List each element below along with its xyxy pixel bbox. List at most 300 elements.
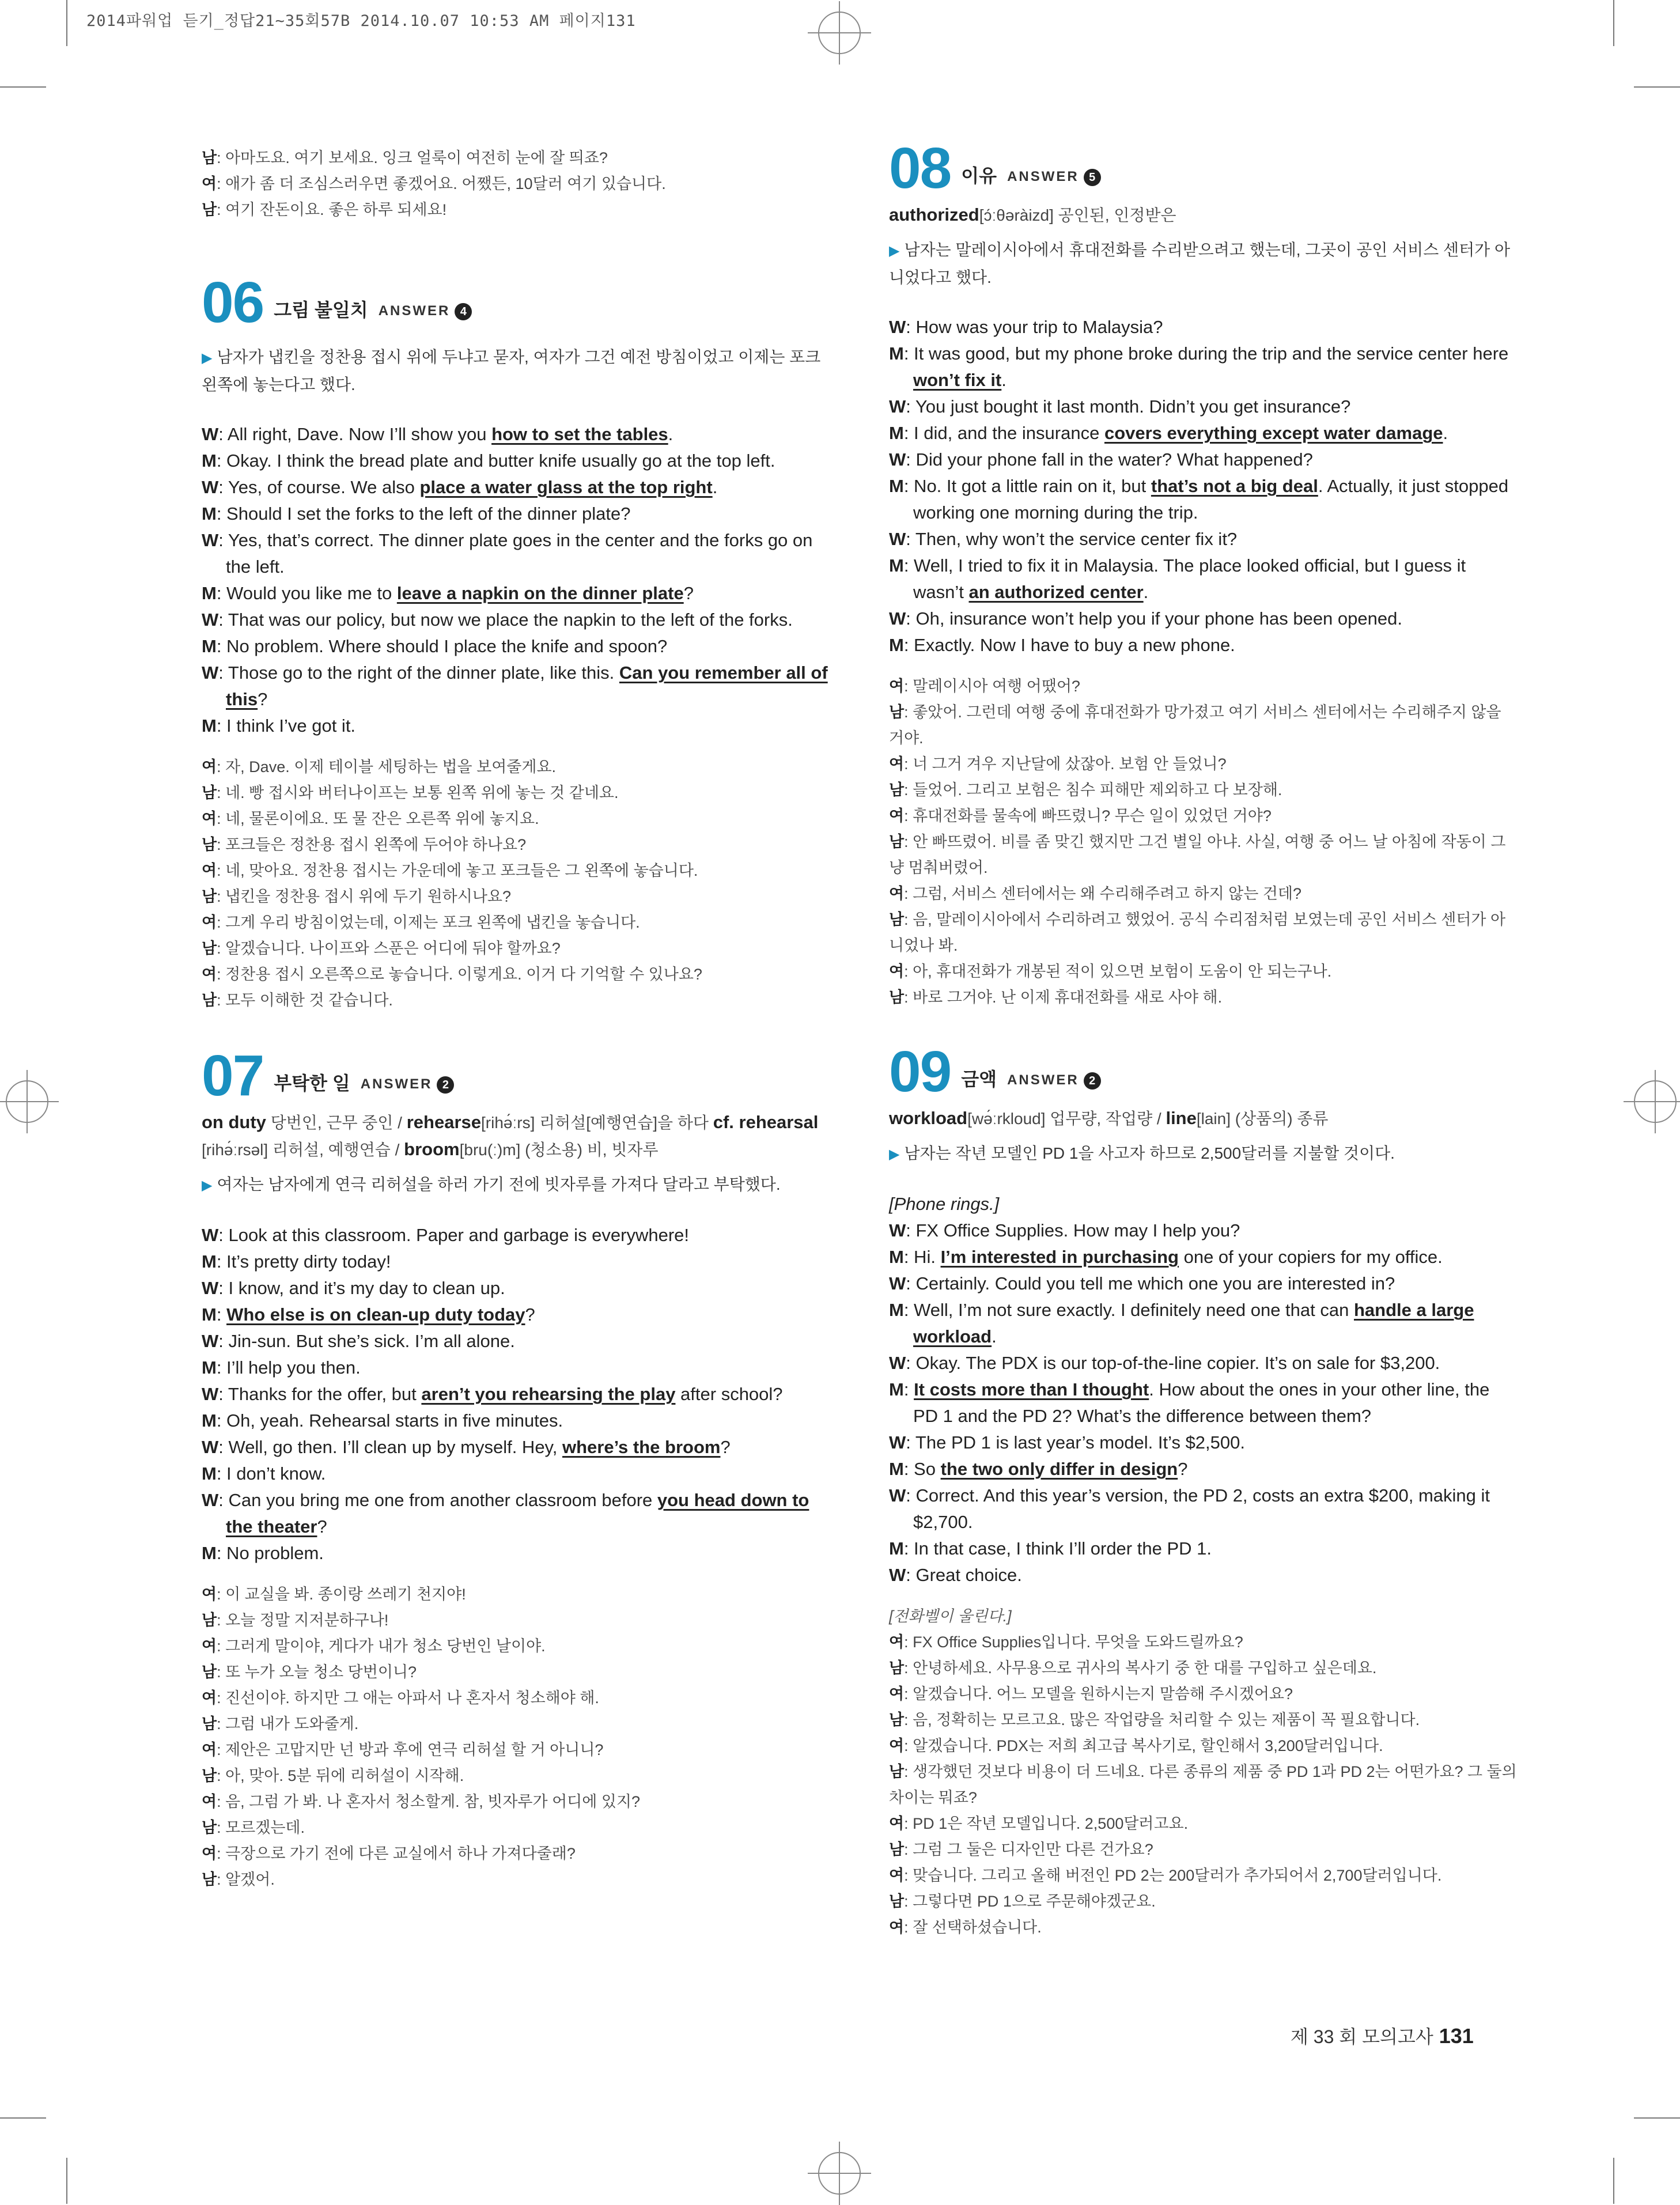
- dialogue-text: : Those go to the right of the dinner plate, like this.: [218, 663, 619, 683]
- speaker-label: 남: [889, 1841, 905, 1858]
- speaker-label: 여: [889, 1737, 905, 1754]
- section-08-header: [889, 136, 1517, 201]
- dialogue-line: [889, 1429, 1517, 1456]
- translation-line: [202, 1841, 830, 1867]
- answer-explanation: ▶ 남자는 작년 모델인 PD 1을 사고자 하므로 2,500달러를 지불할 것이다.: [889, 1144, 1395, 1162]
- dialogue-line: [202, 607, 830, 633]
- speaker-label: M: [889, 635, 904, 655]
- dialogue-line: [889, 420, 1517, 447]
- speaker-label: W: [202, 1384, 219, 1404]
- translation-line: [202, 1789, 830, 1815]
- speaker-label: W: [889, 1485, 906, 1506]
- speaker-label: 남: [889, 1659, 905, 1677]
- dialogue-text: : Oh, insurance won’t help you if your phone has been opened.: [906, 608, 1402, 629]
- speaker-label: 여: [202, 1741, 217, 1758]
- translation-text: : 좋았어. 그런데 여행 중에 휴대전화가 망가졌고 여기 서비스 센터에서는 수리해주지 않을 거야.: [889, 704, 1501, 747]
- translation-text: : 알겠습니다. PDX는 저희 최고급 복사기로, 할인해서 3,200달러입니다.: [904, 1737, 1383, 1754]
- dialogue-text: : FX Office Supplies. How may I help you?: [906, 1220, 1240, 1240]
- key-phrase: Who else is on clean-up duty today: [226, 1304, 525, 1325]
- translation-line: [889, 881, 1517, 907]
- answer-number-badge: 2: [1084, 1072, 1101, 1090]
- translation-line: [889, 985, 1517, 1011]
- speaker-label: 남: [202, 201, 217, 218]
- speaker-label: W: [889, 317, 906, 337]
- speaker-label: M: [889, 476, 904, 496]
- dialogue-line: [202, 1434, 830, 1461]
- dialogue-line: [889, 1350, 1517, 1376]
- speaker-label: M: [202, 1543, 217, 1563]
- translation-text: : 맞습니다. 그리고 올해 버전인 PD 2는 200달러가 추가되어서 2,700달러입니다.: [904, 1867, 1442, 1884]
- dialogue-text: : I know, and it’s my day to clean up.: [218, 1278, 505, 1298]
- speaker-label: 여: [202, 1637, 217, 1655]
- speaker-label: 남: [889, 989, 905, 1006]
- dialogue-text: : Oh, yeah. Rehearsal starts in five minutes.: [216, 1410, 563, 1431]
- translation-line: [202, 1815, 830, 1841]
- translation-text: : 오늘 정말 지저분하구나!: [217, 1612, 389, 1629]
- speaker-label: M: [889, 1379, 904, 1400]
- dialogue-text: : Then, why won’t the service center fix it?: [906, 529, 1238, 549]
- speaker-label: 남: [889, 911, 905, 928]
- translation-line: [202, 197, 830, 223]
- dialogue-line: [889, 447, 1517, 473]
- key-phrase: handle a large workload: [913, 1300, 1474, 1347]
- speaker-label: W: [202, 530, 219, 550]
- dialogue-line: [889, 1217, 1517, 1244]
- translation-line: [202, 962, 830, 988]
- translation-text: : 들었어. 그리고 보험은 침수 피해만 제외하고 다 보장해.: [904, 781, 1282, 799]
- page-number: 131: [1439, 2024, 1474, 2048]
- translation-text: : 그럼, 서비스 센터에서는 왜 수리해주려고 하지 않는 건데?: [904, 885, 1302, 902]
- key-phrase: I’m interested in purchasing: [940, 1247, 1179, 1267]
- speaker-label: M: [202, 583, 217, 603]
- vocab-word: broom: [404, 1139, 460, 1159]
- question-type: 금액: [961, 1069, 997, 1090]
- translation-text: : 너 그거 겨우 지난달에 샀잖아. 보험 안 들었니?: [904, 755, 1227, 773]
- translation-line: [889, 699, 1517, 751]
- translation-text: : 그렇다면 PD 1으로 주문해야겠군요.: [904, 1893, 1156, 1910]
- speaker-label: 여: [202, 1845, 217, 1862]
- translation-text: : 자, Dave. 이제 테이블 세팅하는 법을 보여줄게요.: [217, 758, 557, 776]
- dialogue-text: : How was your trip to Malaysia?: [906, 317, 1163, 337]
- key-phrase: aren’t you rehearsing the play: [421, 1384, 676, 1404]
- dialogue-text: ?: [525, 1304, 535, 1325]
- registration-mark: [1634, 1080, 1677, 1123]
- translation-line: [889, 907, 1517, 959]
- speaker-label: 남: [202, 992, 217, 1009]
- dialogue-text: .: [668, 424, 673, 444]
- speaker-label: 여: [202, 758, 217, 776]
- dialogue-text: .: [1143, 582, 1149, 602]
- speaker-label: 남: [202, 1871, 217, 1888]
- dialogue-line: [202, 580, 830, 607]
- translation-line: [889, 1759, 1517, 1811]
- translation-text: : 바로 그거야. 난 이제 휴대전화를 새로 사야 해.: [904, 989, 1223, 1006]
- translation-text: : 안 빠뜨렸어. 비를 좀 맞긴 했지만 그건 별일 아냐. 사실, 여행 중 어느 날 아침에 작동이 그냥 멈춰버렸어.: [889, 833, 1506, 876]
- crop-mark: [1613, 0, 1614, 46]
- vocabulary-line: [889, 1105, 1517, 1132]
- registration-mark: [818, 2152, 861, 2195]
- speaker-label: 여: [889, 755, 905, 773]
- dialogue-line: [202, 1461, 830, 1487]
- dialogue-text: : Well, I tried to fix it in Malaysia. The place looked official, but I guess it wasn’t: [903, 555, 1466, 602]
- speaker-label: M: [889, 555, 904, 576]
- page-footer: [1291, 2022, 1474, 2049]
- speaker-label: M: [202, 1463, 217, 1484]
- vocab-word: cf. rehearsal: [713, 1112, 819, 1132]
- section-09-dialogue: [889, 1217, 1517, 1588]
- answer-number-badge: 4: [455, 303, 472, 320]
- dialogue-text: : Look at this classroom. Paper and garbage is everywhere!: [218, 1225, 690, 1245]
- dialogue-line: [889, 1456, 1517, 1482]
- dialogue-line: [889, 394, 1517, 420]
- dialogue-text: : Hi.: [903, 1247, 941, 1267]
- dialogue-text: : All right, Dave. Now I’ll show you: [218, 424, 492, 444]
- dialogue-line: [202, 1328, 830, 1355]
- translation-line: [889, 674, 1517, 699]
- speaker-label: W: [202, 1225, 219, 1245]
- translation-line: [202, 1711, 830, 1737]
- speaker-label: 남: [202, 1663, 217, 1681]
- dialogue-line: [202, 1487, 830, 1540]
- key-phrase: covers everything except water damage: [1104, 423, 1443, 443]
- dialogue-text: : So: [903, 1459, 941, 1479]
- key-phrase: place a water glass at the top right: [419, 477, 713, 497]
- dialogue-text: one of your copiers for my office.: [1178, 1247, 1443, 1267]
- question-type: 부탁한 일: [274, 1073, 350, 1094]
- vocabulary-line: [202, 1136, 830, 1163]
- dialogue-text: ?: [1178, 1459, 1188, 1479]
- translation-text: : 애가 좀 더 조심스러우면 좋겠어요. 어쨌든, 10달러 여기 있습니다.: [217, 175, 666, 192]
- question-number: 09: [889, 1039, 951, 1104]
- translation-text: : 네, 물론이에요. 또 물 잔은 오른쪽 위에 놓지요.: [217, 810, 539, 827]
- speaker-label: M: [202, 451, 217, 471]
- dialogue-text: : It was good, but my phone broke during the trip and the service center here: [903, 343, 1509, 364]
- key-phrase: where’s the broom: [562, 1437, 721, 1457]
- speaker-label: W: [202, 1331, 219, 1351]
- vocab-definition: [rihə́ːrs] 리허설[예행연습]을 하다: [481, 1114, 713, 1132]
- translation-text: : 이 교실을 봐. 종이랑 쓰레기 천지야!: [217, 1586, 466, 1603]
- translation-line: [202, 1582, 830, 1608]
- translation-text: : 네, 맞아요. 정찬용 접시는 가운데에 놓고 포크들은 그 왼쪽에 놓습니다.: [217, 862, 698, 879]
- dialogue-text: :: [216, 1304, 227, 1325]
- dialogue-text: ?: [720, 1437, 731, 1457]
- speaker-label: 남: [202, 784, 217, 801]
- speaker-label: 여: [889, 1815, 905, 1832]
- dialogue-line: [202, 527, 830, 580]
- dialogue-text: : In that case, I think I’ll order the PD 1.: [903, 1538, 1212, 1559]
- crop-mark: [1634, 86, 1680, 88]
- speaker-label: 여: [889, 1685, 905, 1703]
- dialogue-text: .: [1001, 370, 1007, 390]
- translation-line: [202, 858, 830, 884]
- translation-line: [202, 1633, 830, 1659]
- triangle-icon: ▶: [889, 1147, 900, 1162]
- print-header: 2014파워업 듣기_정답21~35회57B 2014.10.07 10:53 AM 페이지131: [86, 12, 636, 30]
- dialogue-text: : It’s pretty dirty today!: [216, 1251, 391, 1272]
- stage-direction: [Phone rings.]: [889, 1194, 1000, 1214]
- dialogue-line: [202, 1302, 830, 1328]
- answer-label: ANSWER 2: [361, 1076, 455, 1094]
- speaker-label: W: [202, 1490, 219, 1510]
- answer-label: ANSWER 4: [379, 303, 472, 321]
- translation-text: : 그러게 말이야, 게다가 내가 청소 당번인 날이야.: [217, 1637, 546, 1655]
- key-phrase: the two only differ in design: [940, 1459, 1178, 1479]
- registration-mark: [818, 12, 861, 54]
- stage-direction-korean: [전화벨이 울린다.]: [889, 1608, 1012, 1625]
- dialogue-text: : I don’t know.: [216, 1463, 326, 1484]
- dialogue-text: : Can you bring me one from another classroom before: [218, 1490, 657, 1510]
- section-09-header: [889, 1039, 1517, 1104]
- triangle-icon: ▶: [202, 350, 213, 366]
- key-phrase: an authorized center: [968, 582, 1144, 602]
- speaker-label: 남: [202, 836, 217, 853]
- translation-text: : 알겠습니다. 나이프와 스푼은 어디에 둬야 할까요?: [217, 940, 561, 957]
- speaker-label: 여: [889, 963, 905, 980]
- dialogue-line: [889, 553, 1517, 606]
- dialogue-text: .: [992, 1326, 997, 1347]
- translation-text: : 정찬용 접시 오른쪽으로 놓습니다. 이렇게요. 이거 다 기억할 수 있나요?: [217, 966, 702, 983]
- translation-line: [889, 803, 1517, 829]
- translation-line: [202, 1763, 830, 1789]
- translation-text: : 생각했던 것보다 비용이 더 드네요. 다른 종류의 제품 중 PD 1과 PD 2는 어떤가요? 그 둘의 차이는 뭐죠?: [889, 1763, 1517, 1806]
- translation-line: [202, 1659, 830, 1685]
- dialogue-text: . How about the ones in your other line, the PD 1 and the PD 2? What’s the difference between them?: [913, 1379, 1490, 1426]
- speaker-label: W: [889, 608, 906, 629]
- translation-text: : 음, 그럼 가 봐. 나 혼자서 청소할게. 참, 빗자루가 어디에 있지?: [217, 1793, 641, 1810]
- translation-line: [202, 884, 830, 910]
- question-number: 08: [889, 136, 951, 201]
- section-08-korean: [889, 674, 1517, 1011]
- triangle-icon: ▶: [202, 1178, 213, 1193]
- dialogue-line: [202, 713, 830, 739]
- translation-text: : 그럼 그 둘은 디자인만 다른 건가요?: [904, 1841, 1153, 1858]
- key-phrase: won’t fix it: [913, 370, 1002, 390]
- translation-line: [202, 145, 830, 171]
- translation-line: [202, 754, 830, 780]
- key-phrase: Can you remember all of this: [226, 663, 828, 709]
- dialogue-line: [889, 314, 1517, 341]
- translation-text: : 말레이시아 여행 어땠어?: [904, 678, 1080, 695]
- dialogue-text: : Okay. I think the bread plate and butter knife usually go at the top left.: [216, 451, 775, 471]
- dialogue-line: [889, 606, 1517, 632]
- translation-text: : 그럼 내가 도와줄게.: [217, 1715, 359, 1733]
- key-phrase: how to set the tables: [491, 424, 668, 444]
- translation-text: : FX Office Supplies입니다. 무엇을 도와드릴까요?: [904, 1633, 1243, 1651]
- dialogue-text: ?: [258, 689, 268, 709]
- translation-text: : 알겠어.: [217, 1871, 275, 1888]
- speaker-label: 여: [202, 914, 217, 931]
- translation-line: [889, 959, 1517, 985]
- answer-label: ANSWER 2: [1007, 1072, 1101, 1090]
- translation-line: [889, 1811, 1517, 1837]
- key-phrase: you head down to the theater: [226, 1490, 809, 1537]
- translation-text: : 휴대전화를 물속에 빠뜨렸니? 무슨 일이 있었던 거야?: [904, 807, 1272, 824]
- translation-text: : 포크들은 정찬용 접시 왼쪽에 두어야 하나요?: [217, 836, 527, 853]
- translation-text: : 알겠습니다. 어느 모델을 원하시는지 말씀해 주시겠어요?: [904, 1685, 1293, 1703]
- translation-line: [889, 751, 1517, 777]
- dialogue-line: [202, 1540, 830, 1567]
- speaker-label: 남: [202, 888, 217, 905]
- speaker-label: W: [202, 663, 219, 683]
- dialogue-text: : Certainly. Could you tell me which one you are interested in?: [906, 1273, 1395, 1294]
- translation-line: [889, 1915, 1517, 1941]
- dialogue-text: : Would you like me to: [216, 583, 397, 603]
- speaker-label: W: [202, 424, 219, 444]
- translation-text: : 여기 잔돈이요. 좋은 하루 되세요!: [217, 201, 447, 218]
- vocabulary-line: [202, 1109, 830, 1136]
- dialogue-line: [202, 448, 830, 474]
- crop-mark: [1613, 2158, 1614, 2204]
- crop-mark: [0, 86, 46, 88]
- translation-line: [889, 1863, 1517, 1889]
- translation-line: [202, 1737, 830, 1763]
- speaker-label: W: [889, 1432, 906, 1453]
- speaker-label: 남: [202, 1612, 217, 1629]
- speaker-label: 남: [202, 149, 217, 167]
- speaker-label: 남: [889, 833, 905, 850]
- dialogue-text: : I’ll help you then.: [216, 1357, 361, 1378]
- speaker-label: W: [889, 1565, 906, 1585]
- triangle-icon: ▶: [889, 243, 900, 259]
- speaker-label: 남: [202, 1819, 217, 1836]
- key-phrase: leave a napkin on the dinner plate: [396, 583, 684, 603]
- translation-text: : 아, 맞아. 5분 뒤에 리허설이 시작해.: [217, 1767, 464, 1784]
- dialogue-text: : No. It got a little rain on it, but: [903, 476, 1151, 496]
- vocabulary-line: [889, 202, 1517, 229]
- dialogue-line: [889, 1376, 1517, 1429]
- translation-line: [202, 832, 830, 858]
- dialogue-line: [202, 501, 830, 527]
- speaker-label: W: [889, 396, 906, 417]
- speaker-label: W: [889, 449, 906, 470]
- crop-mark: [1634, 2117, 1680, 2119]
- speaker-label: W: [889, 1353, 906, 1373]
- vocab-definition: [rihə́ːrsəl] 리허설, 예행연습 /: [202, 1141, 404, 1159]
- speaker-label: M: [202, 636, 217, 656]
- question-type: 이유: [961, 165, 997, 186]
- answer-number-badge: 2: [437, 1076, 454, 1094]
- translation-text: : PD 1은 작년 모델입니다. 2,500달러고요.: [904, 1815, 1189, 1832]
- speaker-label: W: [202, 1437, 219, 1457]
- dialogue-text: : Exactly. Now I have to buy a new phone.: [903, 635, 1235, 655]
- translation-line: [202, 1867, 830, 1893]
- translation-text: : 아마도요. 여기 보세요. 잉크 얼룩이 여전히 눈에 잘 띄죠?: [217, 149, 608, 167]
- vocab-word: workload: [889, 1108, 968, 1128]
- speaker-label: M: [889, 343, 904, 364]
- vocab-word: authorized: [889, 205, 979, 225]
- section-06-dialogue: [202, 421, 830, 739]
- dialogue-line: [889, 1297, 1517, 1350]
- dialogue-text: : The PD 1 is last year’s model. It’s $2,500.: [906, 1432, 1245, 1453]
- translation-text: : 음, 정확히는 모르고요. 많은 작업량을 처리할 수 있는 제품이 꼭 필요합니다.: [904, 1711, 1420, 1729]
- dialogue-line: [889, 1535, 1517, 1562]
- speaker-label: 남: [889, 704, 905, 721]
- dialogue-text: : That was our policy, but now we place the napkin to the left of the forks.: [218, 610, 793, 630]
- section-05-korean: [202, 145, 830, 223]
- vocab-definition: [lain] (상품의) 종류: [1196, 1110, 1329, 1128]
- question-number: 07: [202, 1043, 264, 1108]
- speaker-label: 여: [889, 1633, 905, 1651]
- translation-text: : 또 누가 오늘 청소 당번이니?: [217, 1663, 417, 1681]
- speaker-label: 남: [889, 781, 905, 799]
- speaker-label: M: [889, 423, 904, 443]
- dialogue-text: ?: [317, 1516, 327, 1537]
- speaker-label: 여: [202, 810, 217, 827]
- translation-line: [889, 1733, 1517, 1759]
- speaker-label: 여: [889, 807, 905, 824]
- dialogue-text: ?: [683, 583, 694, 603]
- speaker-label: 여: [202, 175, 217, 192]
- left-column: [202, 145, 830, 1893]
- vocab-definition: [wə́ːrkloud] 업무량, 작업량 /: [967, 1110, 1166, 1128]
- dialogue-text: .: [1443, 423, 1448, 443]
- dialogue-text: .: [712, 477, 718, 497]
- section-08-dialogue: [889, 314, 1517, 659]
- translation-line: [889, 1707, 1517, 1733]
- answer-explanation: ▶ 남자가 냅킨을 정찬용 접시 위에 두냐고 묻자, 여자가 그건 예전 방침이었고 이제는 포크 왼쪽에 놓는다고 했다.: [202, 348, 821, 394]
- speaker-label: M: [202, 1357, 217, 1378]
- speaker-label: 남: [889, 1711, 905, 1729]
- dialogue-line: [202, 1408, 830, 1434]
- dialogue-text: : Okay. The PDX is our top-of-the-line copier. It’s on sale for $3,200.: [906, 1353, 1440, 1373]
- speaker-label: 여: [202, 966, 217, 983]
- answer-explanation: ▶ 여자는 남자에게 연극 리허설을 하러 가기 전에 빗자루를 가져다 달라고 부탁했다.: [202, 1175, 781, 1193]
- dialogue-text: : Should I set the forks to the left of the dinner plate?: [216, 504, 631, 524]
- translation-line: [889, 777, 1517, 803]
- dialogue-line: [889, 1562, 1517, 1588]
- speaker-label: M: [202, 716, 217, 736]
- speaker-label: M: [202, 1251, 217, 1272]
- right-column: [889, 136, 1517, 1941]
- translation-line: [202, 806, 830, 832]
- speaker-label: 여: [202, 1586, 217, 1603]
- speaker-label: 여: [889, 885, 905, 902]
- test-title: 제 33 회 모의고사: [1291, 2026, 1433, 2047]
- speaker-label: W: [202, 1278, 219, 1298]
- dialogue-text: : Great choice.: [906, 1565, 1022, 1585]
- dialogue-line: [202, 633, 830, 660]
- speaker-label: 여: [202, 1793, 217, 1810]
- translation-text: : 진선이야. 하지만 그 애는 아파서 나 혼자서 청소해야 해.: [217, 1689, 599, 1707]
- speaker-label: 남: [202, 1767, 217, 1784]
- translation-text: : 잘 선택하셨습니다.: [904, 1919, 1042, 1936]
- crop-mark: [0, 2117, 46, 2119]
- translation-line: [202, 936, 830, 962]
- dialogue-text: : Correct. And this year’s version, the PD 2, costs an extra $200, making it $2,700.: [906, 1485, 1490, 1532]
- translation-line: [202, 171, 830, 197]
- question-number: 06: [202, 270, 264, 335]
- speaker-label: M: [202, 1304, 217, 1325]
- speaker-label: 여: [202, 862, 217, 879]
- speaker-label: M: [889, 1538, 904, 1559]
- dialogue-text: after school?: [675, 1384, 783, 1404]
- dialogue-text: : Yes, of course. We also: [218, 477, 420, 497]
- translation-line: [889, 1655, 1517, 1681]
- dialogue-line: [202, 1381, 830, 1408]
- dialogue-line: [202, 1222, 830, 1249]
- translation-line: [889, 1681, 1517, 1707]
- section-07-korean: [202, 1582, 830, 1893]
- vocab-word: rehearse: [406, 1112, 481, 1132]
- translation-line: [202, 988, 830, 1013]
- dialogue-line: [202, 1275, 830, 1302]
- speaker-label: M: [889, 1300, 904, 1320]
- section-07-header: [202, 1043, 830, 1108]
- question-type: 그림 불일치: [274, 300, 368, 320]
- dialogue-text: : Did your phone fall in the water? What happened?: [906, 449, 1313, 470]
- dialogue-text: :: [903, 1379, 914, 1400]
- speaker-label: M: [202, 1410, 217, 1431]
